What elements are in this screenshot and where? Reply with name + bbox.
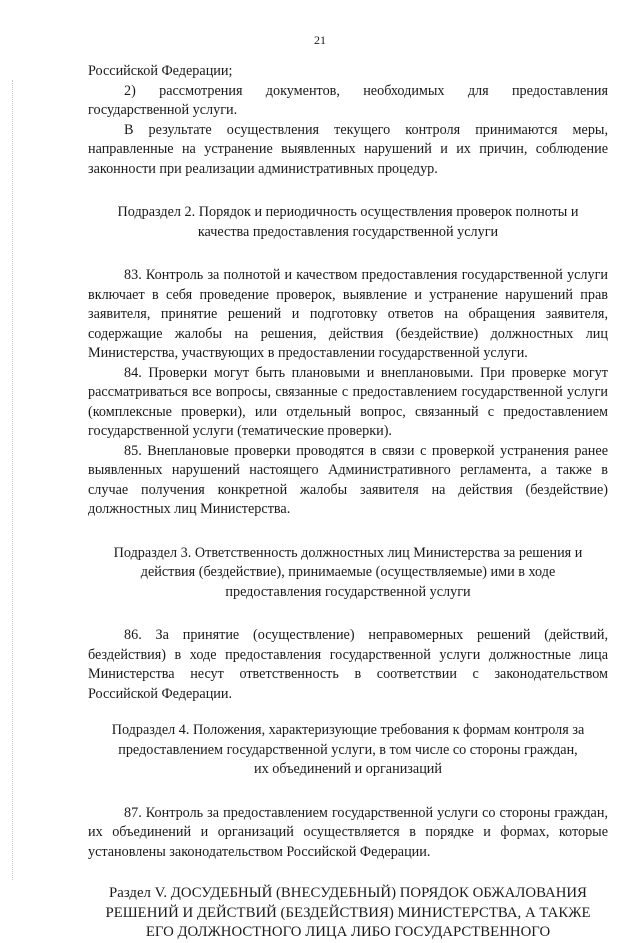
paragraph-control-result: В результате осуществления текущего контроля принимаются меры, направленные на устранение выявленных нарушений и их причин, соблюдение законности при реализации административных процедур. bbox=[88, 121, 608, 177]
paragraph-continuation: Российской Федерации; bbox=[88, 63, 233, 79]
subsection-4-heading: Подраздел 4. Положения, характеризующие требования к формам контроля за предоставлением государственной услуги, в том числе со стороны граждан, их объединений и организаций bbox=[111, 722, 585, 777]
paragraph-84: 84. Проверки могут быть плановыми и внеплановыми. При проверке могут рассматриваться все вопросы, связанные с предоставлением государственной услуги (комплексные проверки), или отдельный вопрос, связанный с предоставлением государственной услуги (тематические проверки). bbox=[88, 364, 608, 439]
paragraph-85: 85. Внеплановые проверки проводятся в связи с проверкой устранения ранее выявленных нарушений настоящего Административного регламента, а также в случае получения конкретной жалобы заявителя на действия (бездействие) должностных лиц Министерства. bbox=[88, 442, 608, 517]
list-item-2: 2) рассмотрения документов, необходимых для предоставления государственной услуги. bbox=[88, 82, 608, 118]
paragraph-87: 87. Контроль за предоставлением государственной услуги со стороны граждан, их объединений и организаций осуществляется в порядке и формах, которые установлены законодательством Российской Федерации. bbox=[88, 804, 608, 860]
scan-margin-marks bbox=[12, 80, 13, 880]
paragraph-86: 86. За принятие (осуществление) неправомерных решений (действий, бездействия) в ходе предоставления государственной услуги должностные лица Министерства несут ответственность в соответствии с законодательством Российской Федерации. bbox=[88, 627, 608, 702]
page-number: 21 bbox=[314, 33, 326, 47]
subsection-2-heading: Подраздел 2. Порядок и периодичность осуществления проверок полноты и качества предоставления государственной услуги bbox=[117, 204, 579, 240]
document-body bbox=[88, 62, 608, 943]
paragraph-83: 83. Контроль за полнотой и качеством предоставления государственной услуги включает в себя проведение проверок, выявление и устранение нарушений прав заявителя, принятие решений и подготовку ответов на обращения заявителя, содержащие жалобы на решения, действия (бездействие) должностных лиц Министерства, участвующих в предоставлении государственной услуги. bbox=[88, 267, 608, 361]
section-5-title: Раздел V. ДОСУДЕБНЫЙ (ВНЕСУДЕБНЫЙ) ПОРЯДОК ОБЖАЛОВАНИЯ РЕШЕНИЙ И ДЕЙСТВИЙ (БЕЗДЕЙСТВИЯ) МИНИСТЕРСТВА, А ТАКЖЕ ЕГО ДОЛЖНОСТНОГО ЛИЦА ЛИБО ГОСУДАРСТВЕННОГО bbox=[105, 885, 591, 940]
subsection-3-heading: Подраздел 3. Ответственность должностных лиц Министерства за решения и действия (бездействие), принимаемые (осуществляемые) ими в ходе предоставления государственной услуги bbox=[113, 544, 583, 600]
